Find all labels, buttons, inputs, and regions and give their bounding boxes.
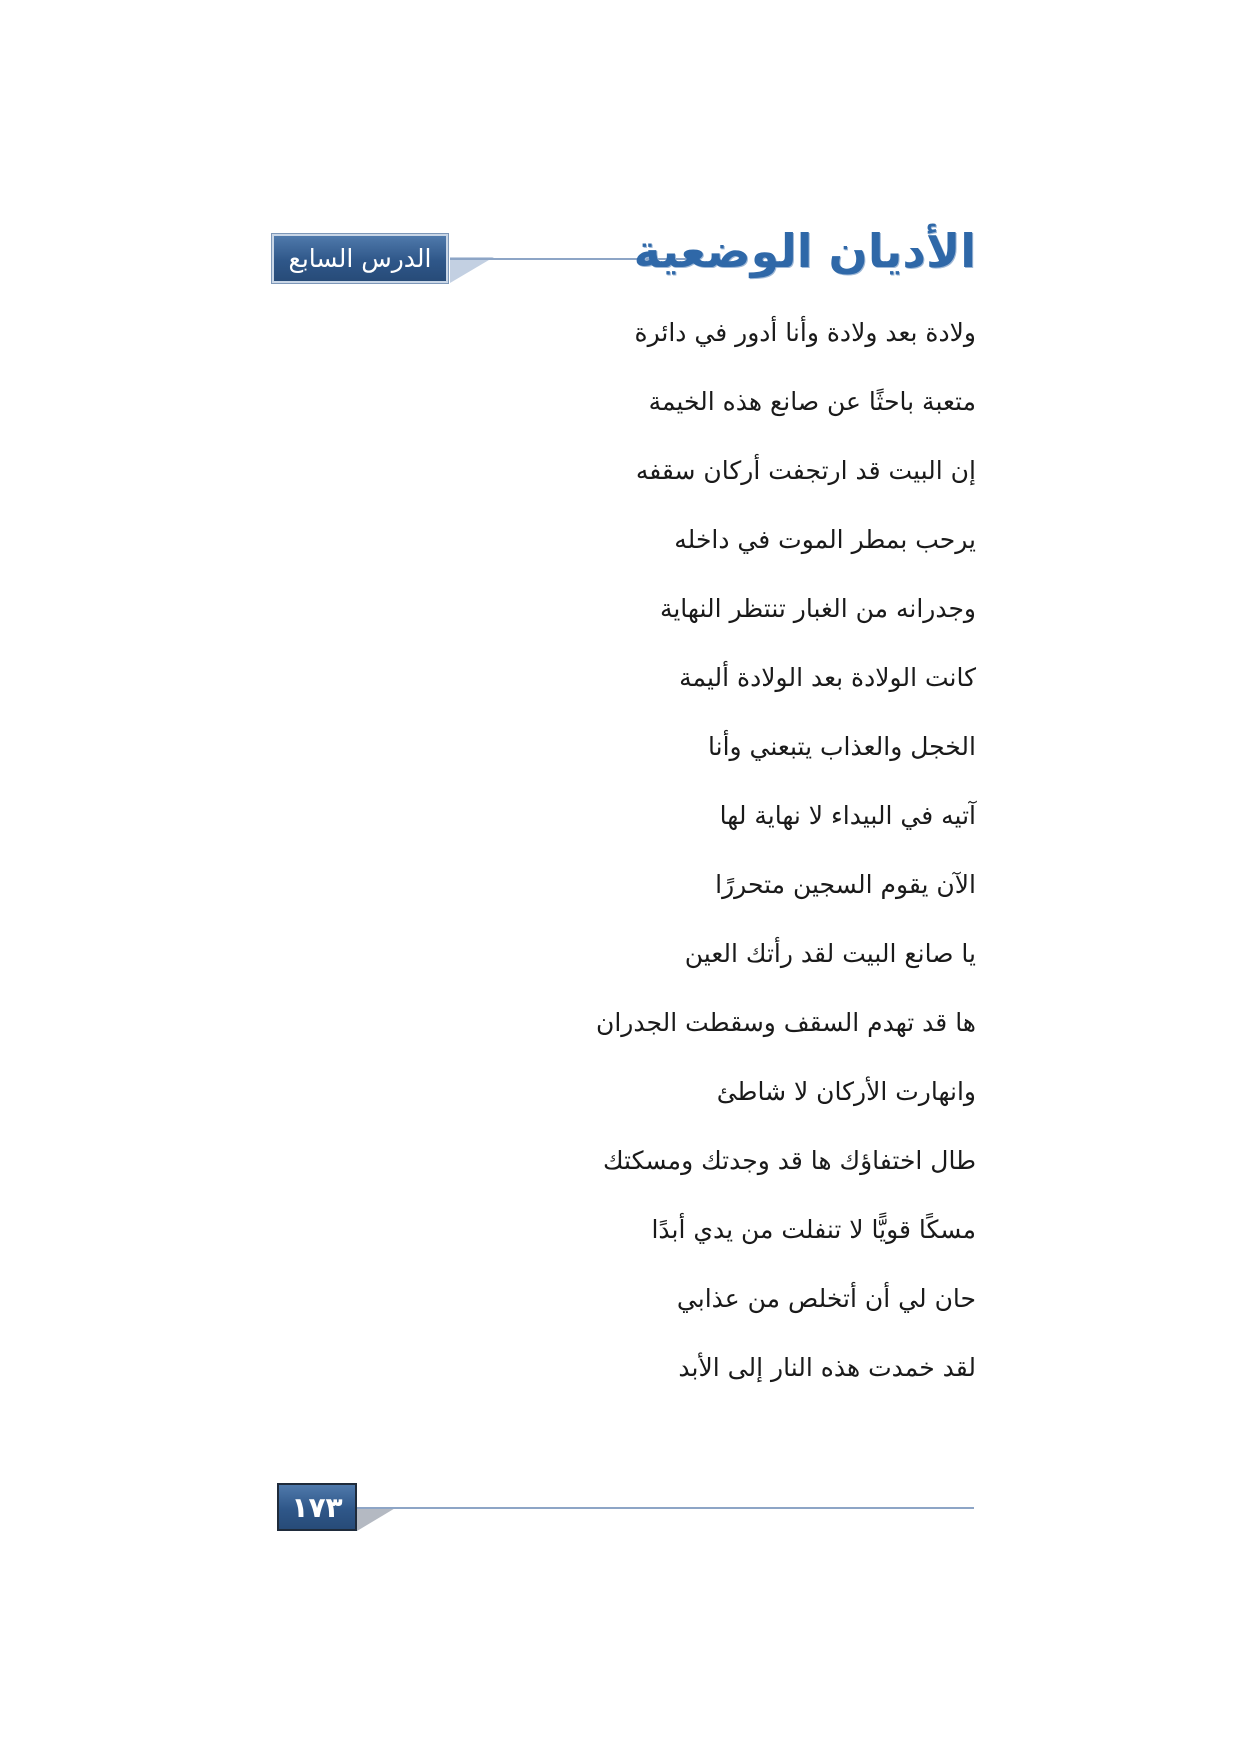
poem-line: ها قد تهدم السقف وسقطت الجدران xyxy=(595,1008,976,1037)
page-badge-decoration xyxy=(357,1507,397,1531)
poem-line: ولادة بعد ولادة وأنا أدور في دائرة xyxy=(634,318,976,347)
page-number-badge xyxy=(277,1483,357,1531)
poem-line: الخجل والعذاب يتبعني وأنا xyxy=(708,732,976,761)
poem-line: إن البيت قد ارتجفت أركان سقفه xyxy=(635,456,976,485)
poem-line: يرحب بمطر الموت في داخله xyxy=(674,525,976,554)
page-header xyxy=(272,224,976,290)
poem-line: الآن يقوم السجين متحررًا xyxy=(715,870,976,899)
footer-divider xyxy=(357,1507,974,1509)
badge-decoration xyxy=(450,257,494,283)
poem-line: متعبة باحثًا عن صانع هذه الخيمة xyxy=(648,387,976,416)
page-number: ١٧٣ xyxy=(291,1490,343,1524)
poem-line: وانهارت الأركان لا شاطئ xyxy=(716,1077,976,1106)
poem-line: آتيه في البيداء لا نهاية لها xyxy=(719,801,976,830)
poem-line: كانت الولادة بعد الولادة أليمة xyxy=(679,663,976,692)
poem-line: يا صانع البيت لقد رأتك العين xyxy=(684,939,976,968)
poem-line: طال اختفاؤك ها قد وجدتك ومسكتك xyxy=(602,1146,976,1175)
poem-line: مسكًا قويًّا لا تنفلت من يدي أبدًا xyxy=(651,1215,976,1244)
page-title: الأديان الوضعية xyxy=(633,224,976,278)
poem-line: لقد خمدت هذه النار إلى الأبد xyxy=(678,1353,976,1382)
lesson-label: الدرس السابع xyxy=(288,244,432,273)
lesson-badge xyxy=(272,234,448,283)
poem-line: حان لي أن أتخلص من عذابي xyxy=(676,1284,976,1313)
poem xyxy=(560,308,976,1412)
poem-line: وجدرانه من الغبار تنتظر النهاية xyxy=(659,594,976,623)
